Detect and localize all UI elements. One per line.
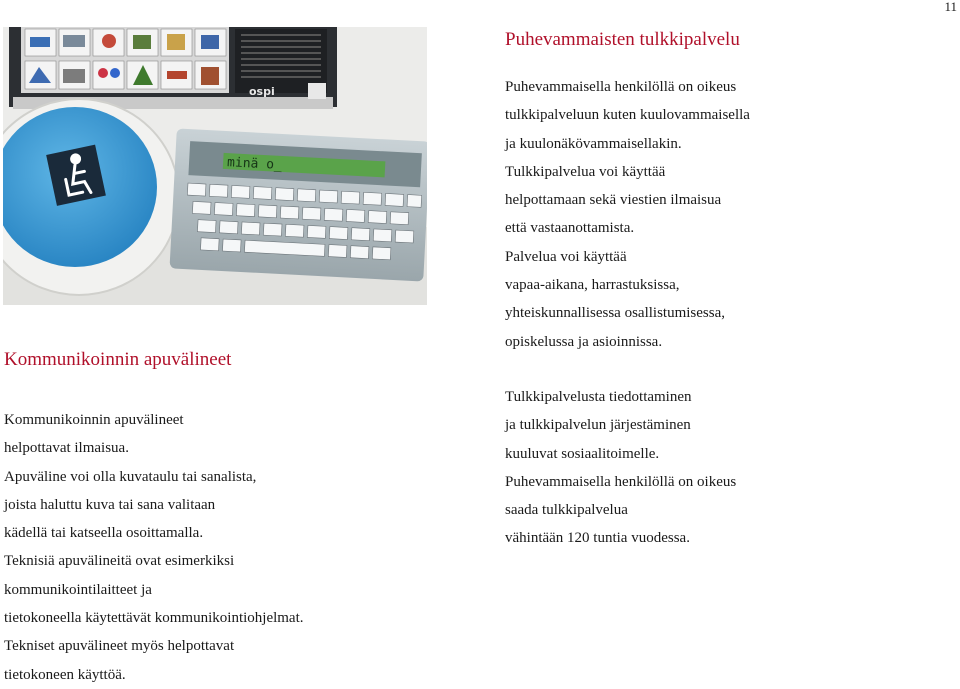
text-line: kädellä tai katseella osoittamalla. (4, 525, 204, 542)
text-line: että vastaanottamista. (505, 220, 635, 237)
picture-board-device (9, 27, 337, 109)
text-line: Puhevammaisella henkilöllä on oikeus (505, 79, 737, 95)
text-line: Kommunikoinnin apuvälineet (4, 412, 184, 428)
text-communicator-device (170, 128, 427, 281)
right-section-paragraph-2 (505, 383, 736, 553)
text-line: opiskelussa ja asioinnissa. (505, 333, 663, 350)
text-line: Tekniset apuvälineet myös helpottavat (4, 638, 235, 655)
text-line: helpottavat ilmaisua. (4, 440, 129, 457)
text-line: Tulkkipalvelusta tiedottaminen (505, 389, 692, 405)
text-line: vähintään 120 tuntia vuodessa. (505, 530, 690, 547)
text-line: yhteiskunnallisessa osallistumisessa, (505, 305, 725, 322)
right-section-paragraph-1 (505, 73, 750, 356)
text-line: Apuväline voi olla kuvataulu tai sanalista, (4, 468, 257, 485)
text-line: tulkkipalveluun kuten kuulovammaisella (505, 107, 750, 124)
text-line: tietokoneen käyttöä. (4, 666, 126, 683)
page-number: 11 (944, 0, 957, 14)
left-section-text (4, 406, 304, 689)
text-line: saada tulkkipalvelua (505, 502, 628, 519)
text-line: ja tulkkipalvelun järjestäminen (505, 417, 691, 434)
device-screen-text: minä o_ (226, 155, 283, 173)
text-line: helpottamaan sekä viestien ilmaisua (505, 192, 722, 209)
text-line: joista haluttu kuva tai sana valitaan (4, 496, 216, 513)
text-line: ja kuulonäkövammaisellakin. (505, 135, 682, 152)
text-line: Tulkkipalvelua voi käyttää (505, 163, 666, 180)
text-line: Puhevammaisella henkilöllä on oikeus (505, 473, 737, 490)
communication-aids-photo (3, 27, 427, 305)
right-section-heading: Puhevammaisten tulkkipalvelu (505, 29, 740, 50)
text-line: kuuluvat sosiaalitoimelle. (505, 445, 660, 462)
text-line: vapaa-aikana, harrastuksissa, (505, 277, 680, 294)
text-line: kommunikointilaitteet ja (4, 581, 152, 598)
left-section-heading: Kommunikoinnin apuvälineet (4, 349, 232, 370)
device-brand-text: ospi (249, 85, 275, 98)
text-line: Palvelua voi käyttää (505, 248, 627, 265)
text-line: tietokoneella käytettävät kommunikointiohjelmat. (4, 610, 304, 627)
text-line: Teknisiä apuvälineitä ovat esimerkiksi (4, 553, 235, 570)
